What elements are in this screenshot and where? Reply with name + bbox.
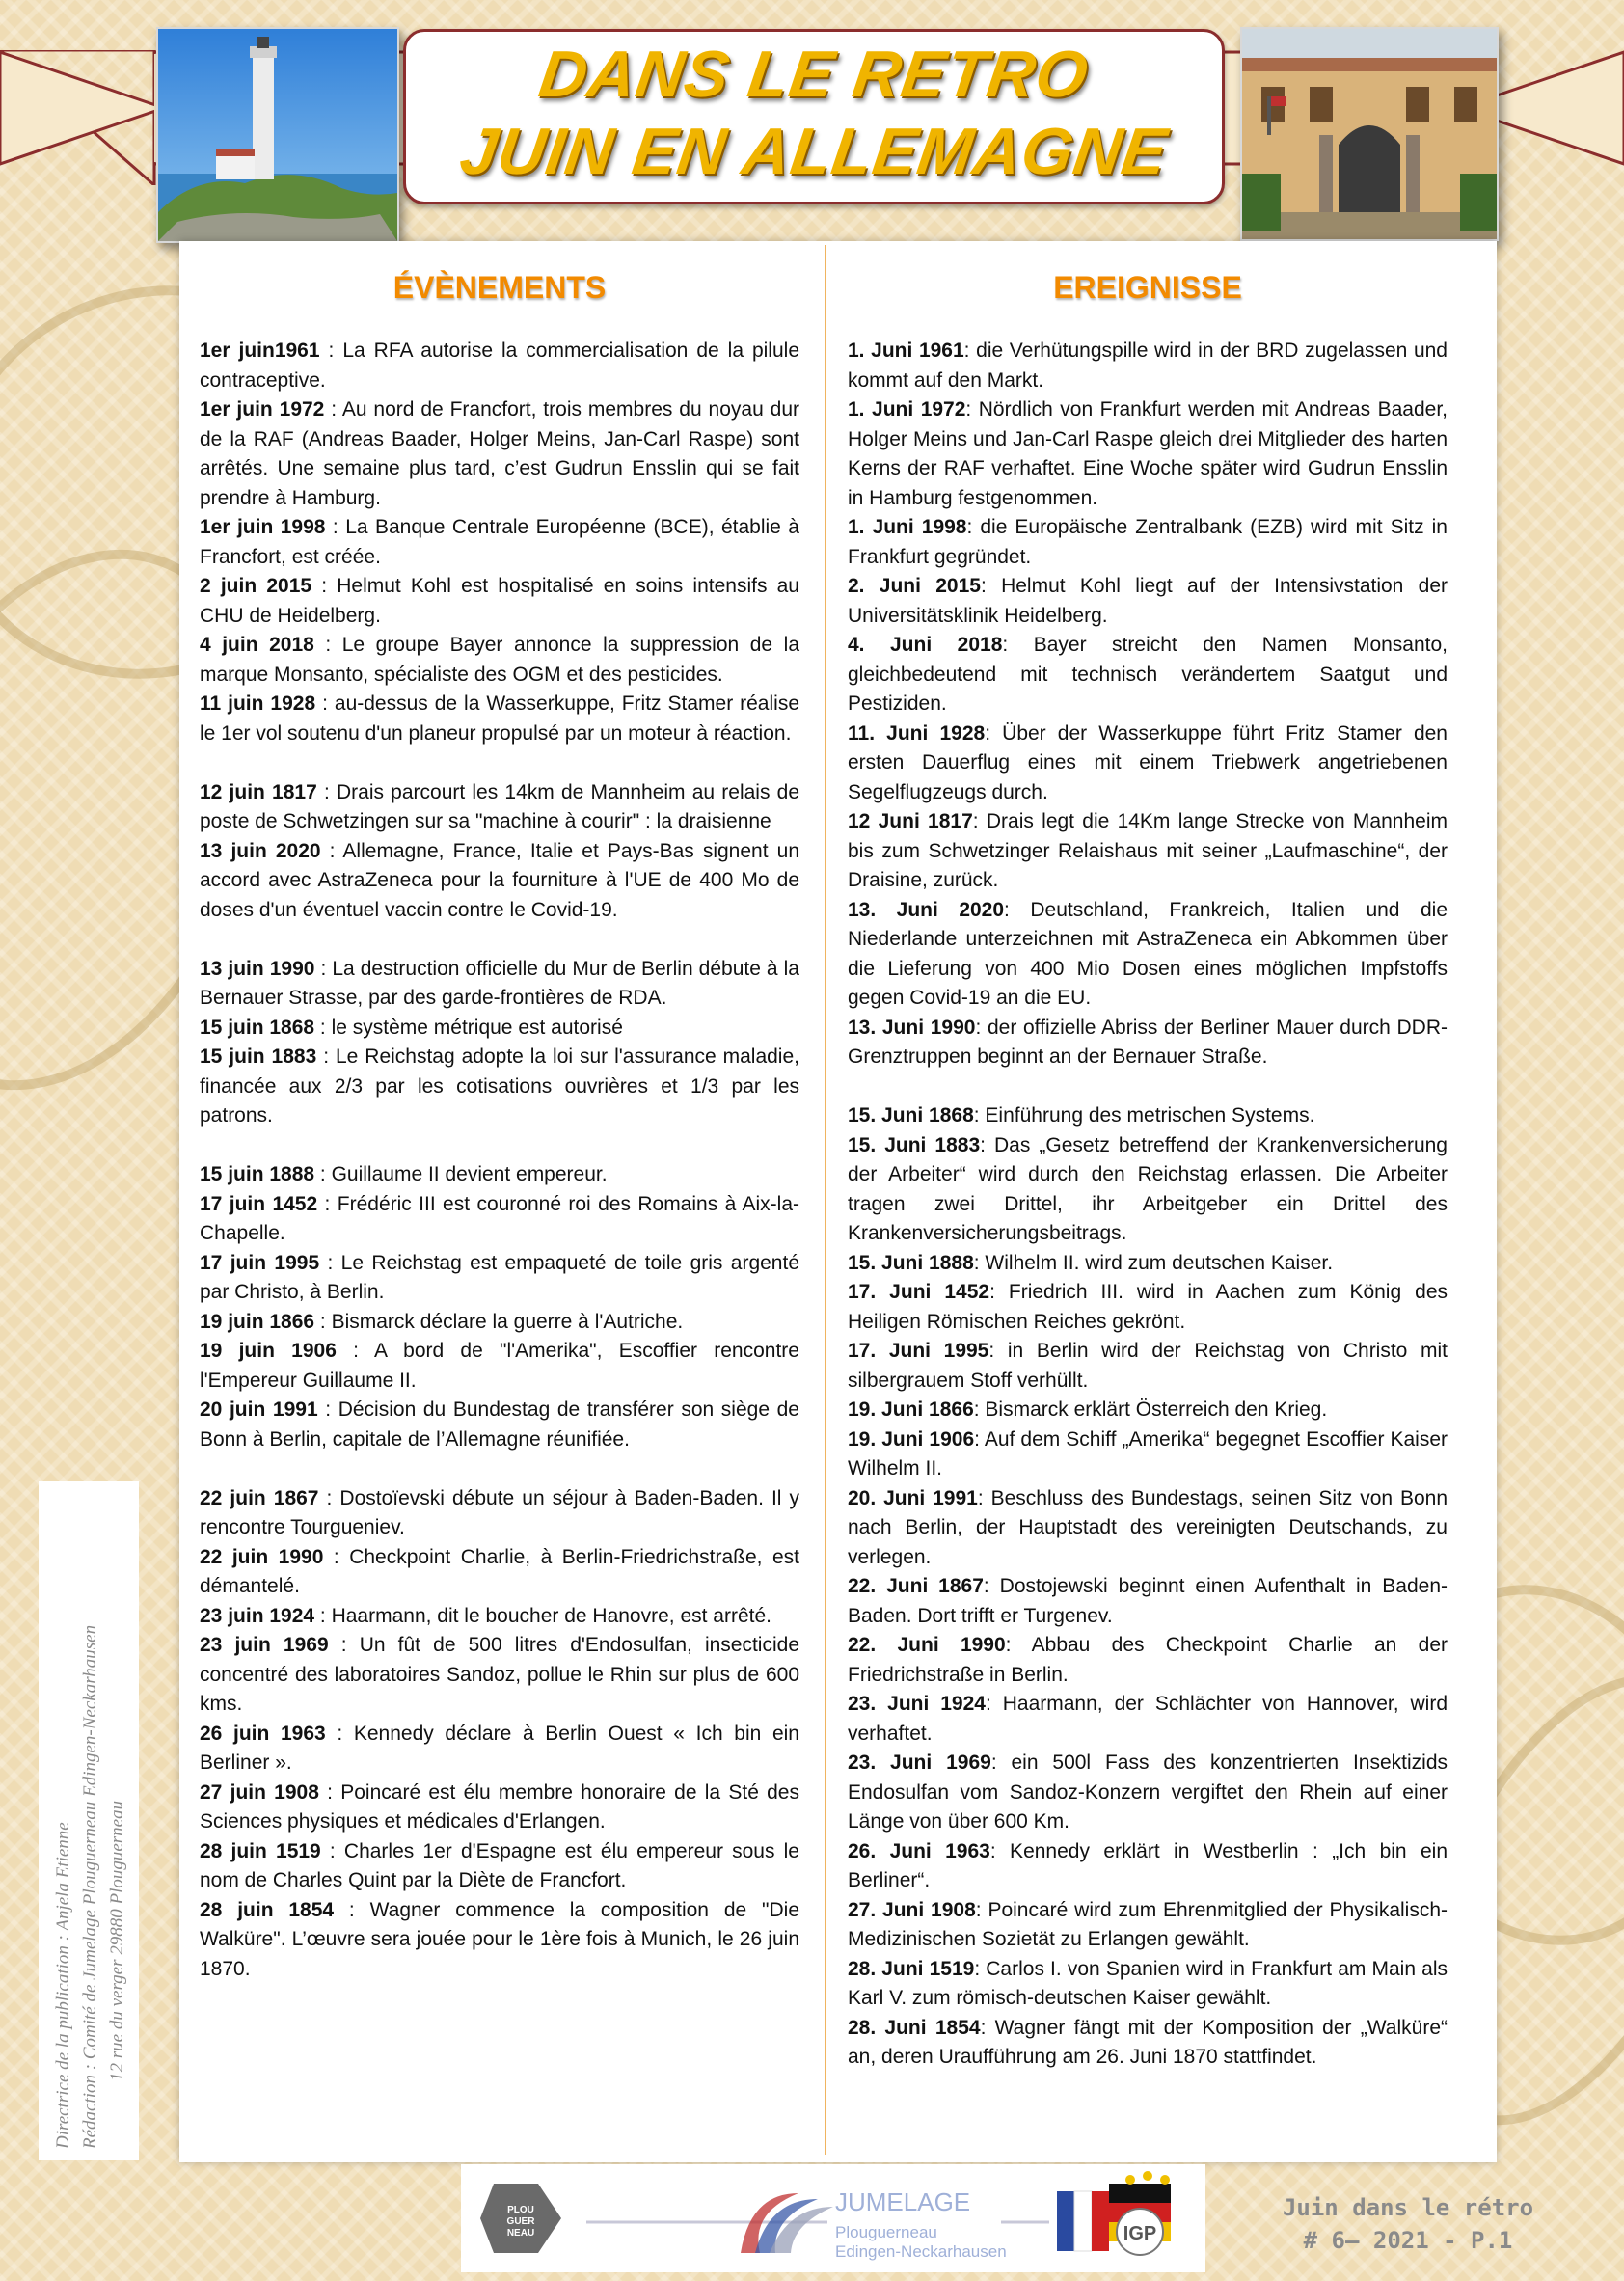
plouguerneau-logo-text: PLOU bbox=[507, 2205, 534, 2215]
event-text: : Au nord de Francfort, trois membres du noyau dur de la RAF (Andreas Baader, Holger Meins, Jan-Carl Raspe) sont arrêtés. Une semaine plus tard, c’est Gudrun Ensslin qui se fait prendre à Hamburg. bbox=[200, 398, 799, 509]
event-entry bbox=[200, 1337, 799, 1396]
event-text: : Poincaré est élu membre honoraire de la Sté des Sciences physiques et médicales d'Erlangen. bbox=[200, 1780, 799, 1833]
event-entry bbox=[848, 337, 1448, 395]
flag-de bbox=[1109, 2184, 1171, 2203]
event-date: 15 juin 1883 bbox=[200, 1045, 317, 1068]
event-text: : Le groupe Bayer annonce la suppression de la marque Monsanto, spécialiste des OGM et des pesticides. bbox=[200, 634, 799, 686]
credit-line: Directrice de la publication : Anjela Etienne bbox=[53, 1822, 73, 2149]
event-date: 22 juin 1990 bbox=[200, 1545, 324, 1568]
event-text: : Deutschland, Frankreich, Italien und die Niederlande unterzeichnen mit AstraZeneca ein Abkommen über die Lieferung von 400 Mio Dosen eines möglichen Impfstoffs gegen Covid-19 an die EU. bbox=[848, 898, 1448, 1009]
event-date: 2 juin 2015 bbox=[200, 575, 312, 597]
event-date: 15. Juni 1883 bbox=[848, 1133, 981, 1156]
event-text: : Beschluss des Bundestags, seinen Sitz von Bonn nach Berlin, der Hauptstadt des vereinigten Deutschands, zu verlegen. bbox=[848, 1486, 1448, 1568]
event-entry bbox=[200, 1543, 799, 1602]
spacer bbox=[848, 1073, 1448, 1102]
event-date: 17. Juni 1452 bbox=[848, 1281, 990, 1303]
event-entry bbox=[848, 2014, 1448, 2073]
event-date: 1er juin 1998 bbox=[200, 516, 326, 538]
event-date: 26. Juni 1963 bbox=[848, 1839, 990, 1862]
event-text: : Kennedy erklärt in Westberlin : „Ich bin ein Berliner“. bbox=[848, 1839, 1448, 1891]
event-entry bbox=[848, 572, 1448, 631]
event-date: 27. Juni 1908 bbox=[848, 1898, 976, 1921]
event-entry bbox=[200, 1014, 799, 1044]
logo-strip bbox=[461, 2164, 1205, 2272]
event-text: : Dostoïevski débute un séjour à Baden-Baden. Il y rencontre Tourgueniev. bbox=[200, 1486, 800, 1538]
event-entry bbox=[848, 720, 1448, 808]
event-text: : au-dessus de la Wasserkuppe, Fritz Stamer réalise le 1er vol soutenu d'un planeur propulsé par un moteur à réaction. bbox=[200, 692, 799, 745]
spacer bbox=[200, 1131, 799, 1161]
jumelage-title: JUMELAGE bbox=[835, 2187, 971, 2216]
event-date: 1er juin 1972 bbox=[200, 398, 325, 421]
lighthouse-photo bbox=[156, 27, 399, 243]
event-entry bbox=[200, 955, 799, 1014]
event-text: : Le Reichstag est empaqueté de toile gris argenté par Christo, à Berlin. bbox=[200, 1251, 799, 1303]
event-text: : Drais legt die 14Km lange Strecke von Mannheim bis zum Schwetzinger Relaishaus mit seiner „Laufmaschine“, der Draisine, zurück. bbox=[848, 810, 1448, 891]
event-entry bbox=[848, 513, 1448, 572]
credit-line: 12 rue du verger 29880 Plouguerneau bbox=[107, 1800, 127, 2081]
event-date: 28 juin 1519 bbox=[200, 1839, 321, 1862]
spacer bbox=[200, 925, 799, 955]
event-text: : Haarmann, dit le boucher de Hanovre, est arrêté. bbox=[314, 1604, 771, 1627]
event-text: : Helmut Kohl est hospitalisé en soins intensifs au CHU de Heidelberg. bbox=[200, 575, 799, 627]
event-date: 13. Juni 1990 bbox=[848, 1016, 976, 1039]
event-entry bbox=[200, 837, 799, 926]
event-text: : Helmut Kohl liegt auf der Intensivstation der Universitätsklinik Heidelberg. bbox=[848, 575, 1448, 627]
event-date: 17 juin 1995 bbox=[200, 1251, 320, 1274]
event-entry bbox=[200, 778, 799, 837]
event-text: : Charles 1er d'Espagne est élu empereur sous le nom de Charles Quint par la Diète de Francfort. bbox=[200, 1839, 799, 1891]
event-text: : La RFA autorise la commercialisation de la pilule contraceptive. bbox=[200, 339, 799, 392]
event-entry bbox=[848, 1014, 1448, 1073]
event-text: : Auf dem Schiff „Amerika“ begegnet Escoffier Kaiser Wilhelm II. bbox=[848, 1427, 1448, 1480]
event-date: 13. Juni 2020 bbox=[848, 898, 1005, 921]
event-entry bbox=[848, 1749, 1448, 1837]
credit-line: Rédaction : Comité de Jumelage Plouguerneau Edingen-Neckarhausen bbox=[80, 1624, 100, 2149]
event-text: : Guillaume II devient empereur. bbox=[314, 1163, 608, 1185]
event-entry bbox=[200, 572, 799, 631]
content-panel bbox=[179, 241, 1497, 2162]
event-entry bbox=[200, 1631, 799, 1720]
footer-logos bbox=[461, 2164, 1205, 2272]
event-text: : Drais parcourt les 14km de Mannheim au relais de poste de Schwetzingen sur sa "machine à courir" : la draisienne bbox=[200, 780, 799, 832]
event-text: : Über der Wasserkuppe führt Fritz Stamer den ersten Dauerflug eines mit einem Triebwerk angetriebenen Segelflugzeugs durch. bbox=[848, 721, 1448, 803]
event-entry bbox=[200, 1308, 799, 1338]
event-entry bbox=[848, 395, 1448, 513]
event-entry bbox=[200, 1484, 799, 1543]
event-text: : Kennedy déclare à Berlin Ouest « Ich bin ein Berliner ». bbox=[200, 1722, 799, 1774]
event-entry bbox=[848, 1396, 1448, 1426]
event-date: 28 juin 1854 bbox=[200, 1898, 335, 1921]
event-entry bbox=[200, 1779, 799, 1837]
french-entries bbox=[200, 337, 799, 1984]
event-date: 19 juin 1866 bbox=[200, 1310, 315, 1333]
event-entry bbox=[848, 1337, 1448, 1396]
event-date: 2. Juni 2015 bbox=[848, 575, 981, 597]
event-date: 15 juin 1868 bbox=[200, 1016, 315, 1039]
event-date: 27 juin 1908 bbox=[200, 1780, 319, 1804]
event-entry bbox=[200, 1720, 799, 1779]
footer-title: Juin dans le rétro bbox=[1282, 2194, 1534, 2221]
event-text: : Bayer streicht den Namen Monsanto, gleichbedeutend mit technisch verändertem Saatgut und Pestiziden. bbox=[848, 634, 1448, 715]
event-entry bbox=[200, 1249, 799, 1308]
event-date: 23 juin 1969 bbox=[200, 1634, 329, 1656]
german-heading: EREIGNISSE bbox=[1053, 270, 1242, 305]
event-date: 13 juin 1990 bbox=[200, 957, 315, 980]
svg-text:GUER: GUER bbox=[506, 2216, 535, 2227]
event-date: 23 juin 1924 bbox=[200, 1604, 315, 1627]
event-entry bbox=[848, 807, 1448, 896]
event-entry bbox=[848, 1101, 1448, 1131]
event-text: : le système métrique est autorisé bbox=[314, 1016, 623, 1039]
event-date: 22. Juni 1867 bbox=[848, 1575, 984, 1597]
event-date: 15 juin 1888 bbox=[200, 1163, 315, 1185]
french-column bbox=[200, 270, 799, 1984]
event-text: : Haarmann, der Schlächter von Hannover, wird verhaftet. bbox=[848, 1693, 1448, 1745]
event-date: 23. Juni 1969 bbox=[848, 1751, 991, 1774]
event-entry bbox=[200, 395, 799, 513]
event-date: 17. Juni 1995 bbox=[848, 1340, 989, 1362]
jumelage-sub-1: Plouguerneau bbox=[835, 2223, 937, 2241]
event-date: 1. Juni 1998 bbox=[848, 516, 967, 538]
page-footer bbox=[1234, 2191, 1582, 2257]
event-entry bbox=[848, 1690, 1448, 1749]
event-entry bbox=[200, 1043, 799, 1131]
event-entry bbox=[200, 1837, 799, 1896]
event-text: : Un fût de 500 litres d'Endosulfan, insecticide concentré des laboratoires Sandoz, pollue le Rhin sur plus de 600 kms. bbox=[200, 1634, 799, 1715]
event-date: 28. Juni 1519 bbox=[848, 1957, 975, 1980]
german-entries bbox=[848, 337, 1448, 2073]
event-entry bbox=[848, 1249, 1448, 1279]
event-text: : Einführung des metrischen Systems. bbox=[973, 1104, 1315, 1127]
german-column bbox=[848, 270, 1448, 2073]
event-date: 15. Juni 1888 bbox=[848, 1251, 974, 1274]
spacer bbox=[200, 1454, 799, 1484]
event-text: : Wilhelm II. wird zum deutschen Kaiser. bbox=[973, 1251, 1334, 1274]
event-date: 19. Juni 1866 bbox=[848, 1398, 974, 1421]
event-text: : Abbau des Checkpoint Charlie an der Friedrichstraße in Berlin. bbox=[848, 1634, 1448, 1686]
event-text: : Wagner commence la composition de "Die Walküre". L’œuvre sera jouée pour le 1ère fois à Munich, le 26 juin 1870. bbox=[200, 1898, 799, 1980]
event-text: : Poincaré wird zum Ehrenmitglied der Physikalisch-Medizinischen Sozietät zu Erlangen gewählt. bbox=[848, 1898, 1448, 1950]
event-entry bbox=[848, 1484, 1448, 1573]
event-date: 22 juin 1867 bbox=[200, 1486, 319, 1509]
event-entry bbox=[848, 1278, 1448, 1337]
event-entry bbox=[200, 1602, 799, 1632]
french-heading: ÉVÈNEMENTS bbox=[392, 270, 607, 305]
event-text: : Nördlich von Frankfurt werden mit Andreas Baader, Holger Meins und Jan-Carl Raspe gleich drei Mitglieder des harten Kerns der RAF verhaftet. Eine Woche später wird Gudrun Ensslin in Hamburg festgenommen. bbox=[848, 398, 1448, 509]
event-date: 4 juin 2018 bbox=[200, 634, 314, 656]
event-text: : die Europäische Zentralbank (EZB) wird mit Sitz in Frankfurt gegründet. bbox=[848, 516, 1448, 568]
event-text: : ein 500l Fass des konzentrierten Insektizids Endosulfan vom Sandoz-Konzern vergiftet den Rhein auf einer Länge von über 600 Km. bbox=[848, 1751, 1448, 1833]
title-line-1: DANS LE RETRO bbox=[534, 38, 1094, 111]
footer-issue: # 6– 2021 - P.1 bbox=[1303, 2227, 1513, 2254]
title-box bbox=[403, 29, 1225, 204]
event-date: 13 juin 2020 bbox=[200, 839, 321, 862]
event-date: 11 juin 1928 bbox=[200, 692, 316, 715]
title-line-2: JUIN EN ALLEMAGNE bbox=[455, 115, 1173, 188]
event-text: : La destruction officielle du Mur de Berlin débute à la Bernauer Strasse, par des garde-frontières de RDA. bbox=[200, 957, 799, 1009]
event-entry bbox=[848, 1631, 1448, 1690]
event-date: 1er juin1961 bbox=[200, 339, 320, 362]
svg-text:NEAU: NEAU bbox=[506, 2228, 535, 2239]
event-entry bbox=[848, 631, 1448, 720]
event-date: 15. Juni 1868 bbox=[848, 1104, 974, 1127]
event-date: 1. Juni 1961 bbox=[848, 339, 964, 362]
event-date: 12 juin 1817 bbox=[200, 780, 317, 803]
event-text: : A bord de "l'Amerika", Escoffier rencontre l'Empereur Guillaume II. bbox=[200, 1340, 799, 1392]
event-text: : die Verhütungspille wird in der BRD zugelassen und kommt auf den Markt. bbox=[848, 339, 1448, 392]
building-photo bbox=[1240, 27, 1499, 241]
event-entry bbox=[200, 1160, 799, 1190]
event-text: : der offizielle Abriss der Berliner Mauer durch DDR-Grenztruppen beginnt an der Bernauer Straße. bbox=[848, 1016, 1448, 1068]
event-date: 19. Juni 1906 bbox=[848, 1427, 975, 1451]
event-date: 17 juin 1452 bbox=[200, 1192, 318, 1215]
event-entry bbox=[200, 1190, 799, 1249]
event-text: : Le Reichstag adopte la loi sur l'assurance maladie, financée aux 2/3 par les cotisations ouvrières et 1/3 par les patrons. bbox=[200, 1045, 799, 1127]
event-entry bbox=[200, 1896, 799, 1985]
event-date: 23. Juni 1924 bbox=[848, 1693, 986, 1715]
event-text: : Friedrich III. wird in Aachen zum König des Heiligen Römischen Reiches gekrönt. bbox=[848, 1281, 1448, 1333]
event-text: : Das „Gesetz betreffend der Krankenversicherung der Arbeiter“ wird durch den Reichstag erlassen. Die Arbeiter tragen zwei Drittel, ihr Arbeitgeber ein Drittel des Krankenversicherungsbeitrags. bbox=[848, 1133, 1448, 1244]
event-text: : Allemagne, France, Italie et Pays-Bas signent un accord avec AstraZeneca pour la fourniture à l'UE de 400 Mo de doses d'un éventuel vaccin contre le Covid-19. bbox=[200, 839, 799, 921]
event-entry bbox=[848, 1572, 1448, 1631]
event-text: : Wagner fängt mit der Komposition der „Walküre“ an, deren Uraufführung am 26. Juni 1870 stattfindet. bbox=[848, 2016, 1448, 2068]
event-date: 1. Juni 1972 bbox=[848, 398, 966, 421]
event-date: 20. Juni 1991 bbox=[848, 1486, 978, 1509]
event-date: 19 juin 1906 bbox=[200, 1340, 337, 1362]
spacer bbox=[200, 748, 799, 778]
event-text: : Dostojewski beginnt einen Aufenthalt in Baden-Baden. Dort trifft er Turgenev. bbox=[848, 1575, 1448, 1627]
event-entry bbox=[200, 513, 799, 572]
column-divider bbox=[825, 245, 826, 2155]
event-entry bbox=[848, 1955, 1448, 2014]
event-date: 11. Juni 1928 bbox=[848, 721, 986, 745]
event-entry bbox=[200, 690, 799, 748]
event-entry bbox=[848, 896, 1448, 1014]
event-date: 26 juin 1963 bbox=[200, 1722, 326, 1745]
event-text: : Frédéric III est couronné roi des Romains à Aix-la-Chapelle. bbox=[200, 1192, 799, 1244]
event-text: : in Berlin wird der Reichstag von Christo mit silbergrauem Stoff verhüllt. bbox=[848, 1340, 1448, 1392]
event-entry bbox=[200, 1396, 799, 1454]
event-entry bbox=[848, 1426, 1448, 1484]
jumelage-sub-2: Edingen-Neckarhausen bbox=[835, 2242, 1007, 2261]
event-entry bbox=[848, 1131, 1448, 1249]
event-date: 12 Juni 1817 bbox=[848, 810, 973, 832]
event-text: : Bismarck déclare la guerre à l'Autriche. bbox=[314, 1310, 684, 1333]
event-entry bbox=[848, 1896, 1448, 1955]
flag-fr-blue bbox=[1057, 2191, 1074, 2251]
event-date: 22. Juni 1990 bbox=[848, 1634, 1006, 1656]
event-date: 20 juin 1991 bbox=[200, 1398, 318, 1421]
event-date: 28. Juni 1854 bbox=[848, 2016, 981, 2039]
event-text: : Carlos I. von Spanien wird in Frankfurt am Main als Karl V. zum römisch-deutschen Kaiser gewählt. bbox=[848, 1957, 1448, 2009]
event-entry bbox=[200, 337, 799, 395]
igp-logo-text: IGP bbox=[1123, 2223, 1157, 2244]
event-text: : La Banque Centrale Européenne (BCE), établie à Francfort, est créée. bbox=[200, 516, 799, 568]
event-text: : Décision du Bundestag de transférer son siège de Bonn à Berlin, capitale de l’Allemagne réunifiée. bbox=[200, 1398, 799, 1451]
event-entry bbox=[200, 631, 799, 690]
event-entry bbox=[848, 1837, 1448, 1896]
event-date: 4. Juni 2018 bbox=[848, 634, 1003, 656]
event-text: : Checkpoint Charlie, à Berlin-Friedrichstraße, est démantelé. bbox=[200, 1545, 799, 1597]
publication-credits bbox=[50, 1474, 131, 2149]
event-text: : Bismarck erklärt Österreich den Krieg. bbox=[973, 1398, 1328, 1421]
